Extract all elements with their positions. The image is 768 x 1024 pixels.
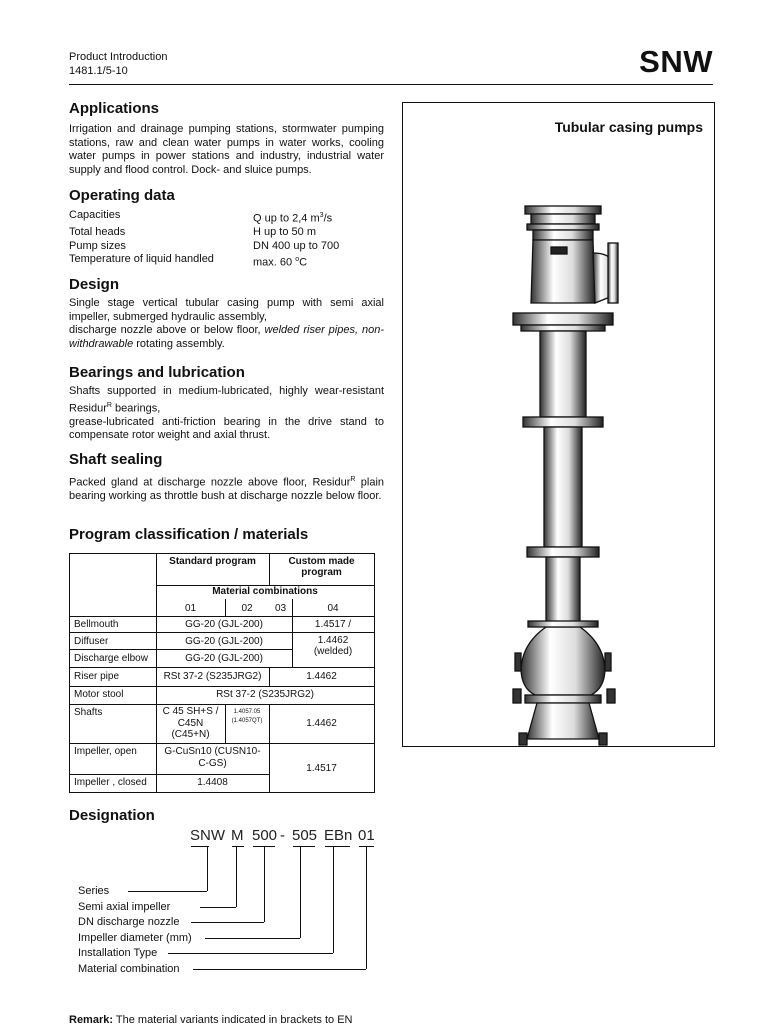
materials-table — [69, 553, 375, 793]
design-text: Single stage vertical tubular casing pump with semi axial impeller, submerged hydraulic assembly, discharge nozzle above or below floor, welded riser pipes, non-withdrawable rotating assembly. — [69, 297, 384, 350]
table-line — [70, 704, 374, 705]
designation-leader — [193, 969, 366, 970]
combination-code: 04 — [327, 603, 339, 614]
designation-leader — [264, 846, 265, 922]
material-combinations-header: Material combinations — [212, 586, 318, 597]
applications-heading: Applications — [69, 100, 160, 117]
designation-leader — [300, 846, 301, 938]
material-cell: GG-20 (GJL-200) — [185, 619, 263, 630]
document-number: 1481.1/5-10 — [69, 65, 128, 77]
operating-row — [69, 240, 384, 254]
combination-code: 03 — [274, 603, 287, 614]
designation-leader — [128, 891, 207, 892]
operating-label: Pump sizes — [69, 239, 126, 252]
designation-series: SNW — [190, 827, 225, 844]
design-heading: Design — [69, 276, 120, 293]
row-label: Bellmouth — [74, 619, 119, 630]
figure-title: Tubular casing pumps — [554, 119, 703, 135]
operating-label: Temperature of liquid handled — [69, 253, 214, 266]
table-line — [70, 649, 292, 650]
designation-heading: Designation — [69, 807, 155, 824]
operating-row — [69, 253, 384, 270]
table-line — [70, 743, 374, 744]
designation-dash: - — [280, 827, 285, 844]
operating-data-heading: Operating data — [69, 187, 175, 204]
designation-dn: 500 — [252, 827, 278, 844]
row-label: Discharge elbow — [74, 653, 148, 664]
material-cell: 1.4517 — [306, 763, 337, 774]
designation-leader — [191, 922, 264, 923]
bearings-text: Shafts supported in medium-lubricated, highly wear-resistant Residur$^R$ bearings, grease-lubricated anti-friction bearing in the drive stand to compensate rotor weight and axial thrust. — [69, 385, 384, 442]
designation-diameter: 505 — [292, 827, 318, 844]
designation-leader — [236, 846, 237, 907]
designation-leader — [205, 938, 300, 939]
designation-label: Impeller diameter (mm) — [78, 932, 192, 944]
row-label: Impeller, open — [74, 746, 137, 757]
standard-program-header: Standard program — [169, 556, 256, 567]
shaft-sealing-heading: Shaft sealing — [69, 451, 163, 468]
material-cell: GG-20 (GJL-200) — [185, 636, 263, 647]
material-cell: C 45 SH+S / C45N (C45+N) — [162, 706, 219, 740]
operating-value: Q up to 2,4 $m^3/s$ — [253, 212, 333, 225]
table-line — [70, 616, 374, 617]
program-classification-heading: Program classification / materials — [69, 526, 309, 543]
designation-label: Installation Type — [78, 947, 158, 959]
bearings-heading: Bearings and lubrication — [69, 364, 245, 381]
designation-material: 01 — [358, 827, 375, 844]
table-line — [70, 632, 374, 633]
table-line — [70, 774, 269, 775]
header-divider — [69, 84, 713, 85]
operating-row — [69, 226, 384, 240]
table-line — [225, 704, 226, 743]
operating-label: Total heads — [69, 226, 126, 239]
designation-label: Material combination — [78, 963, 180, 975]
designation-leader — [200, 907, 236, 908]
designation-tick — [325, 846, 350, 847]
designation-label: DN discharge nozzle — [78, 916, 180, 928]
document-header-info — [69, 50, 167, 78]
operating-value: DN 400 up to 700 — [253, 239, 340, 252]
designation-label: Series — [78, 885, 110, 897]
row-label: Impeller , closed — [74, 777, 147, 788]
material-cell: 1.4462 — [317, 635, 349, 646]
designation-leader — [333, 846, 334, 953]
designation-impeller: M — [231, 827, 244, 844]
operating-row — [69, 209, 384, 226]
custom-program-header: Custom made program — [288, 556, 355, 578]
table-line — [70, 667, 374, 668]
material-cell: 1.4462 — [306, 718, 337, 729]
operating-label: Capacities — [69, 209, 121, 221]
row-label: Riser pipe — [74, 671, 120, 682]
material-cell: 1.4408 — [197, 777, 228, 788]
operating-value: max. 60 $^o$C — [253, 256, 308, 269]
designation-leader — [168, 953, 333, 954]
row-label: Motor stool — [74, 689, 124, 700]
shaft-sealing-text: Packed gland at discharge nozzle above floor, Residur$^R$ plain bearing working as throttle bush at discharge nozzle below floor. — [69, 476, 384, 503]
brand-title: SNW — [639, 44, 713, 79]
row-label: Diffuser — [74, 636, 109, 647]
designation-leader — [207, 846, 208, 891]
pump-figure-box — [402, 102, 715, 747]
designation-leader — [366, 846, 367, 969]
operating-value: H up to 50 m — [253, 226, 316, 239]
designation-installation: EBn — [324, 827, 353, 844]
table-line — [70, 686, 374, 687]
remark-text: Remark: The material variants indicated in brackets to EN — [69, 1014, 353, 1024]
material-cell: (welded) — [313, 646, 353, 657]
applications-text: Irrigation and drainage pumping stations, stormwater pumping stations, raw and clean water pumps in water works, cooling water pumps in power stations and industry, industrial water supply and flood control. Dock- and sluice pumps. — [69, 123, 384, 176]
material-cell: RSt 37-2 (S235JRG2) — [163, 671, 262, 682]
material-cell: 1.4517 / — [314, 619, 352, 630]
tubular-pump-illustration — [403, 103, 716, 748]
designation-tick — [293, 846, 315, 847]
document-type: Product Introduction — [69, 51, 168, 63]
designation-tick — [232, 846, 244, 847]
material-cell: G-CuSn10 (CUSN10-C-GS) — [164, 746, 261, 769]
row-label: Shafts — [74, 707, 103, 718]
material-cell: GG-20 (GJL-200) — [185, 653, 263, 664]
material-cell: RSt 37-2 (S235JRG2) — [216, 689, 314, 700]
designation-label: Semi axial impeller — [78, 901, 171, 913]
combination-code: 02 — [241, 603, 253, 614]
material-cell: 1.4462 — [306, 671, 337, 682]
material-cell: 1.4057.05 (1.4057QT) — [231, 709, 263, 724]
combination-code: 01 — [184, 603, 197, 614]
operating-data-list — [69, 209, 384, 270]
